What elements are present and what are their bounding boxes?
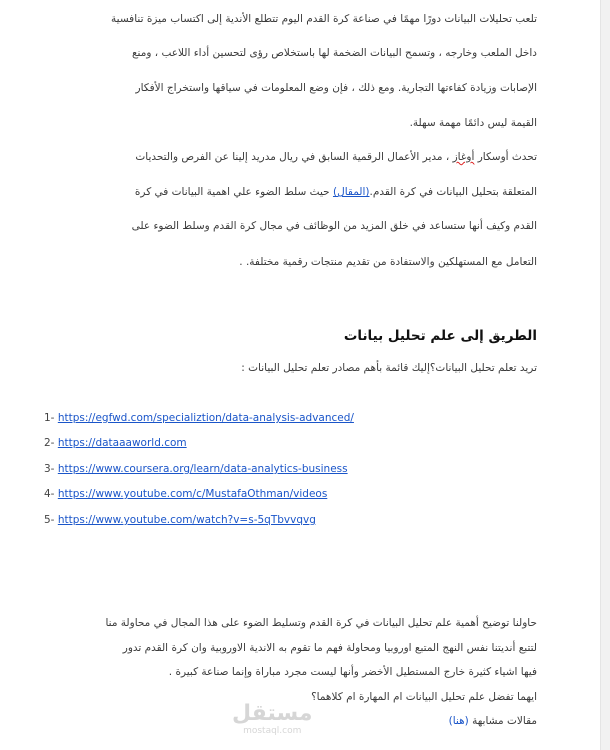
text: ، مدير الأعمال الرقمية السابق في ريال مدريد إلينا عن الفرص والتحديات [135,151,450,163]
list-number: 1- [44,412,58,424]
list-item [44,487,327,501]
related-articles [449,714,537,728]
text-line: فيها اشياء كثيرة خارج المستطيل الأخضر وأنها ليست مجرد مباراة وإنما صناعة كبيرة . [168,666,537,678]
text-line: الإصابات وزيادة كفاءتها التجارية. ومع ذلك ، فإن وضع المعلومات في سياقها واستخراج الأفكار [135,82,537,94]
list-item [44,513,316,527]
list-item [44,411,354,425]
list-number: 4- [44,488,58,500]
text-line [135,185,537,199]
text-line: لتتبع أنديتنا نفس النهج المتبع اوروبيا ومحاولة فهم ما تقوم به الاندية الاوروبية وان كرة القدم تدور [122,642,537,654]
list-number: 3- [44,463,58,475]
article-link[interactable]: (المقال) [332,186,370,198]
list-item [44,436,187,450]
resource-link[interactable]: https://www.youtube.com/watch?v=s-5qTbvvqvg [57,514,316,526]
resource-link[interactable]: https://www.youtube.com/c/MustafaOthman/videos [57,488,328,500]
watermark-url: mostaql.com [243,726,302,736]
scrollbar-track[interactable] [600,0,610,750]
text: تحدث أوسكار [474,151,537,163]
list-item [44,462,348,476]
misspelled-word[interactable]: أوغاز [452,151,475,163]
question-text: ايهما تفضل علم تحليل البيانات ام المهارة ام كلاهما؟ [311,691,537,703]
related-link[interactable]: (هنا) [448,715,469,727]
text-line: حاولنا توضيح أهمية علم تحليل البيانات في كرة القدم وتسليط الضوء على هذا المجال في محاولة منا [105,617,537,629]
list-number: 2- [44,437,58,449]
text-line: القدم وكيف أنها ستساعد في خلق المزيد من الوظائف في مجال كرة القدم وسلط الضوء على [131,220,537,232]
mostaql-watermark [232,702,312,736]
text-line: داخل الملعب وخارجه ، وتسمح البيانات الضخمة لها باستخلاص رؤى لتحسين أداء اللاعب ، ومنع [131,47,537,59]
text-line [135,150,537,164]
text: المتعلقة بتحليل البيانات في كرة القدم. [369,186,537,198]
resource-link[interactable]: https://dataaaworld.com [57,437,187,449]
resource-link[interactable]: https://www.coursera.org/learn/data-analytics-business [57,463,348,475]
text: حيث سلط الضوء علي اهمية البيانات في كرة [134,186,333,198]
related-label: مقالات مشابهة [468,715,537,727]
text-line: تلعب تحليلات البيانات دورًا مهمًا في صناعة كرة القدم اليوم تتطلع الأندية إلى اكتساب ميزة تنافسية [111,13,537,25]
watermark-logo: مستقل [232,701,313,726]
text-line: التعامل مع المستهلكين والاستفادة من تقديم منتجات رقمية مختلفة. . [239,256,537,268]
intro-text: تريد تعلم تحليل البيانات؟إليك قائمة بأهم مصادر تعلم تحليل البيانات : [241,362,537,374]
list-number: 5- [44,514,58,526]
section-heading: الطريق إلى علم تحليل بيانات [343,328,537,344]
text-line: القيمة ليس دائمًا مهمة سهلة. [409,117,537,129]
resource-link[interactable]: https://egfwd.com/specializtion/data-analysis-advanced/ [57,412,354,424]
